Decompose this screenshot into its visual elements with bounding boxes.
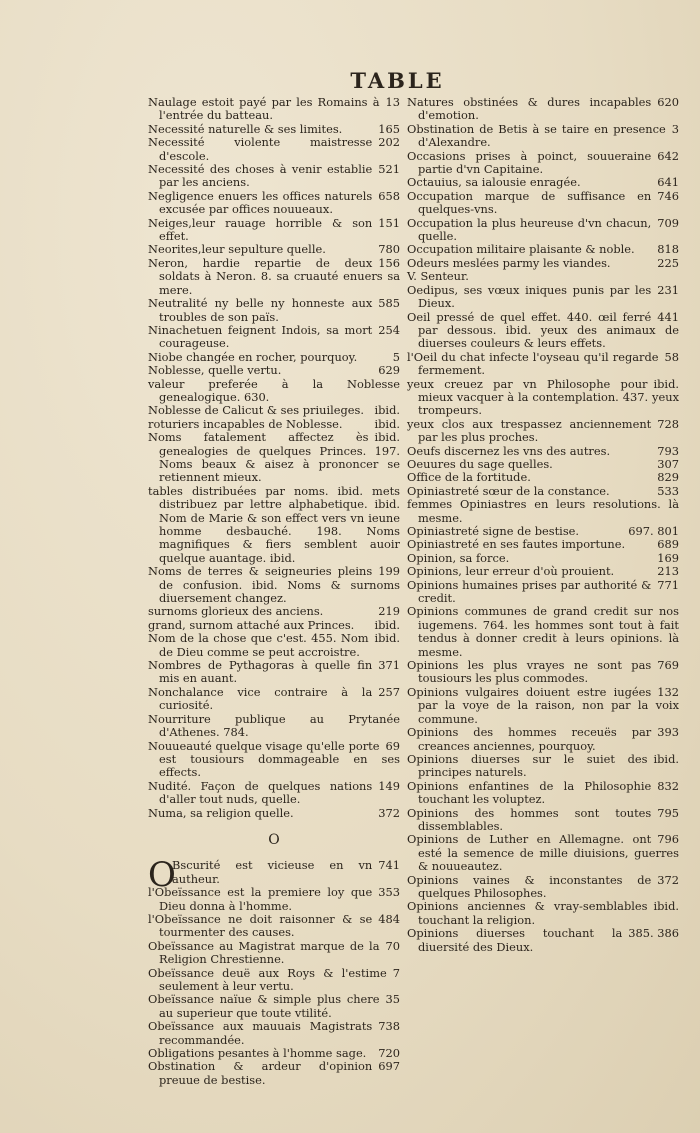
index-entry bbox=[148, 378, 400, 405]
page-number: 225 bbox=[657, 255, 679, 270]
index-entry bbox=[148, 217, 400, 244]
index-entry bbox=[407, 190, 679, 217]
entry-text: Nouueauté quelque visage qu'elle porte est tousiours dommageable en ses effects. bbox=[148, 738, 400, 780]
page-number: 697 bbox=[378, 1059, 400, 1074]
right-column bbox=[407, 96, 679, 954]
entry-text: Occupation la plus heureuse d'vn chacun, quelle. bbox=[407, 215, 652, 244]
page-number: 35 bbox=[385, 992, 400, 1007]
page-number: ibid. bbox=[374, 617, 400, 632]
index-entry bbox=[407, 780, 679, 807]
page-number: 13 bbox=[385, 95, 400, 109]
page-number: 393 bbox=[657, 725, 679, 740]
index-entry bbox=[148, 190, 400, 217]
index-entry bbox=[407, 686, 679, 726]
page-number: 720 bbox=[378, 1046, 400, 1061]
page-number: 7 bbox=[392, 965, 400, 980]
entry-text: Necessité violente maistresse d'escole. bbox=[148, 135, 373, 163]
entry-text: Obligations pesantes à l'homme sage. bbox=[148, 1046, 367, 1061]
entry-text: l'Oeil du chat infecte l'oyseau qu'il regarde fermement. bbox=[407, 349, 659, 378]
page-number: 165 bbox=[378, 121, 400, 136]
index-entry bbox=[148, 1020, 400, 1047]
entry-text: Obeïssance au Magistrat marque de la Religion Chrestienne. bbox=[148, 938, 380, 967]
page-number: 5 bbox=[392, 349, 400, 364]
page-number: 254 bbox=[378, 322, 400, 337]
entry-text: grand, surnom attaché aux Princes. bbox=[148, 617, 355, 632]
entry-text: Opinions diuerses sur le suiet des principes naturels. bbox=[407, 751, 648, 780]
entry-text: surnoms glorieux des anciens. bbox=[148, 604, 324, 619]
entry-text: Naulage estoit payé par les Romains à l'entrée du batteau. bbox=[148, 95, 380, 123]
index-entry bbox=[148, 96, 400, 123]
page-number: 658 bbox=[378, 188, 400, 203]
index-entry bbox=[148, 619, 400, 632]
entry-text: Odeurs meslées parmy les viandes. bbox=[407, 255, 611, 270]
entry-text: Nom de la chose que c'est. 455. Nom de Dieu comme se peut accroistre. bbox=[148, 631, 369, 659]
entry-text: Noms fatalement affectez ès genealogies de quelques Princes. 197. Noms beaux & aisez à prononcer se retiennent mieux. bbox=[148, 430, 400, 485]
entry-text: Bscurité est vicieuse en vn autheur. bbox=[172, 858, 373, 886]
section-letter: O bbox=[268, 831, 280, 848]
index-entry bbox=[407, 900, 679, 927]
index-entry bbox=[148, 659, 400, 686]
page-number: 521 bbox=[378, 162, 400, 177]
entry-text: Necessité naturelle & ses limites. bbox=[148, 121, 343, 136]
index-entry bbox=[148, 886, 400, 913]
index-entry bbox=[407, 726, 679, 753]
page-number: ibid. bbox=[374, 631, 400, 646]
page-number: 738 bbox=[378, 1019, 400, 1034]
entry-text: Opinions les plus vrayes ne sont pas tousiours les plus commodes. bbox=[407, 658, 652, 686]
page-number: 709 bbox=[657, 215, 679, 230]
entry-text: Necessité des choses à venir establie par les anciens. bbox=[148, 162, 373, 190]
entry-text: Natures obstinées & dures incapables d'emotion. bbox=[407, 95, 652, 123]
index-entry bbox=[148, 605, 400, 618]
entry-text: Opiniastreté signe de bestise. bbox=[407, 524, 580, 538]
entry-text: Noblesse de Calicut & ses priuileges. bbox=[148, 403, 364, 418]
index-entry bbox=[148, 136, 400, 163]
index-entry bbox=[407, 311, 679, 351]
page-number: ibid. bbox=[374, 430, 400, 445]
index-entry bbox=[407, 485, 679, 498]
page-number: 793 bbox=[657, 443, 679, 458]
index-entry bbox=[148, 967, 400, 994]
index-entry bbox=[148, 686, 400, 713]
index-entry bbox=[407, 96, 679, 123]
index-entry bbox=[148, 351, 400, 364]
index-entry bbox=[407, 418, 679, 445]
index-entry bbox=[407, 243, 679, 256]
index-entry bbox=[148, 297, 400, 324]
entry-text: Obstination de Betis à se taire en presence d'Alexandre. bbox=[407, 121, 666, 150]
index-entry bbox=[407, 605, 679, 659]
page-number: ibid. bbox=[653, 899, 679, 914]
page-number: 257 bbox=[378, 684, 400, 699]
entry-text: Opinions humaines prises par authorité & credit. bbox=[407, 577, 652, 606]
entry-text: Opinions vaines & inconstantes de quelques Philosophes. bbox=[407, 872, 652, 900]
index-entry bbox=[148, 940, 400, 967]
entry-text: Nourriture publique au Prytanée d'Athenes. 784. bbox=[148, 711, 400, 740]
entry-text: Opinions enfantines de la Philosophie touchant les voluptez. bbox=[407, 778, 652, 807]
page-number: 769 bbox=[657, 658, 679, 673]
page-number: 795 bbox=[657, 805, 679, 820]
page-number: 771 bbox=[657, 577, 679, 592]
index-entry bbox=[407, 270, 679, 283]
index-entry bbox=[407, 284, 679, 311]
entry-text: Obeïssance naïue & simple plus chere au superieur que toute vtilité. bbox=[148, 992, 380, 1020]
entry-text: yeux clos aux trespassez anciennement par les plus proches. bbox=[407, 416, 652, 445]
page-number: 832 bbox=[657, 778, 679, 793]
index-entry bbox=[407, 471, 679, 484]
index-entry bbox=[407, 833, 679, 873]
page-number: 585 bbox=[378, 296, 400, 311]
index-entry bbox=[148, 632, 400, 659]
page-number: 307 bbox=[657, 456, 679, 471]
index-entry bbox=[407, 552, 679, 565]
entry-text: Neorites,leur sepulture quelle. bbox=[148, 242, 326, 257]
index-entry bbox=[407, 351, 679, 378]
page-number: 199 bbox=[378, 564, 400, 579]
entry-text: V. Senteur. bbox=[407, 269, 469, 284]
page-number: 372 bbox=[378, 805, 400, 820]
entry-text: Opinions de Luther en Allemagne. ont esté la semence de mille diuisions, guerres & nouueautez. bbox=[407, 832, 679, 874]
page-number: 829 bbox=[657, 470, 679, 485]
entry-text: Obeïssance deuë aux Roys & l'estime seulement à leur vertu. bbox=[148, 965, 387, 993]
page-number: 642 bbox=[657, 148, 679, 163]
index-entry bbox=[407, 445, 679, 458]
page-number: 213 bbox=[657, 564, 679, 579]
index-entry bbox=[407, 565, 679, 578]
index-entry bbox=[148, 418, 400, 431]
index-entry bbox=[148, 324, 400, 351]
index-entry bbox=[148, 485, 400, 565]
entry-text: Opinion, sa force. bbox=[407, 550, 510, 565]
entry-text: Opinions des hommes sont toutes dissemblables. bbox=[407, 805, 652, 833]
page-number: 818 bbox=[657, 242, 679, 257]
entry-text: Occasions prises à poinct, souueraine partie d'vn Capitaine. bbox=[407, 148, 652, 177]
entry-text: tables distribuées par noms. ibid. mets distribuez par lettre alphabetique. ibid. Nom de Marie & son effect vers vn ieune homme desbauché. 198. Noms magnifiques & fiers semblent auoir quelque auantage. ibid. bbox=[148, 483, 400, 565]
left-column bbox=[148, 96, 400, 1087]
page-number: 151 bbox=[378, 215, 400, 230]
entry-text: Noblesse, quelle vertu. bbox=[148, 363, 282, 378]
entry-text: Oeufs discernez les vns des autres. bbox=[407, 443, 611, 458]
page-number: ibid. bbox=[653, 376, 679, 391]
index-entry bbox=[407, 538, 679, 551]
entry-text: Opinions vulgaires doiuent estre iugées par la voye de la raison, non par la voix commune. bbox=[407, 684, 679, 726]
entry-text: l'Obeïssance ne doit raisonner & se tourmenter des causes. bbox=[148, 911, 373, 940]
index-entry bbox=[148, 404, 400, 417]
page-number: 741 bbox=[378, 858, 400, 873]
page-number: 689 bbox=[657, 537, 679, 552]
entry-text: Opinions communes de grand credit sur nos iugemens. 764. les hommes sont tout à fait tendus à donner credit à leurs opinions. là mesme. bbox=[407, 604, 679, 659]
page-number: ibid. bbox=[374, 416, 400, 431]
entry-text: Obstination & ardeur d'opinion preuue de bestise. bbox=[148, 1059, 373, 1087]
page-number: 533 bbox=[657, 483, 679, 498]
page-number: 728 bbox=[657, 416, 679, 431]
index-entry bbox=[148, 740, 400, 780]
page-number: 371 bbox=[378, 658, 400, 673]
page-number: 385. 386 bbox=[628, 926, 679, 941]
entry-text: Occupation marque de suffisance en quelques-vns. bbox=[407, 188, 652, 217]
entry-text: valeur preferée à la Noblesse genealogique. 630. bbox=[148, 376, 400, 404]
entry-text: femmes Opiniastres en leurs resolutions. là mesme. bbox=[407, 497, 679, 525]
entry-text: yeux creuez par vn Philosophe pour mieux vacquer à la contemplation. 437. yeux trompeurs. bbox=[407, 376, 679, 418]
index-entry bbox=[148, 1047, 400, 1060]
page-number: 780 bbox=[378, 242, 400, 257]
entry-text: Oeil pressé de quel effet. 440. œil ferré par dessous. ibid. yeux des animaux de diuerses couleurs & leurs effets. bbox=[407, 309, 679, 351]
entry-text: Numa, sa religion quelle. bbox=[148, 805, 294, 820]
entry-text: Opinions des hommes receuës par creances anciennes, pourquoy. bbox=[407, 725, 652, 753]
entry-text: l'Obeïssance est la premiere loy que Dieu donna à l'homme. bbox=[148, 885, 373, 913]
entry-text: Opiniastreté sœur de la constance. bbox=[407, 483, 610, 498]
page-number: 156 bbox=[378, 255, 400, 270]
index-entry bbox=[407, 217, 679, 244]
index-entry bbox=[407, 579, 679, 606]
page-number: 58 bbox=[664, 349, 679, 364]
index-entry bbox=[407, 257, 679, 270]
index-entry bbox=[148, 431, 400, 485]
entry-text: Nudité. Façon de quelques nations d'aller tout nuds, quelle. bbox=[148, 778, 373, 807]
entry-text: Neutralité ny belle ny honneste aux troubles de son païs. bbox=[148, 296, 373, 324]
index-entry bbox=[407, 176, 679, 189]
index-entry bbox=[407, 927, 679, 954]
entry-text: Obeïssance aux mauuais Magistrats recommandée. bbox=[148, 1019, 373, 1047]
page-number: 620 bbox=[657, 95, 679, 109]
page-number: 149 bbox=[378, 778, 400, 793]
page-number: 629 bbox=[378, 363, 400, 378]
page-number: ibid. bbox=[653, 751, 679, 766]
index-entry bbox=[407, 378, 679, 418]
index-entry bbox=[148, 993, 400, 1020]
index-entry bbox=[407, 498, 679, 525]
entry-text: Ninachetuen feignent Indois, sa mort courageuse. bbox=[148, 322, 373, 351]
entry-text: Niobe changée en rocher, pourquoy. bbox=[148, 349, 358, 364]
index-entry bbox=[148, 163, 400, 190]
index-entry bbox=[407, 150, 679, 177]
index-entry bbox=[148, 780, 400, 807]
entry-text: Oedipus, ses vœux iniques punis par les Dieux. bbox=[407, 282, 652, 311]
page-number: 169 bbox=[657, 550, 679, 565]
entry-text: Oeuures du sage quelles. bbox=[407, 456, 553, 471]
entry-text: Neiges,leur rauage horrible & son effet. bbox=[148, 215, 373, 244]
drop-cap: O bbox=[148, 855, 176, 896]
entry-text: Noms de terres & seigneuries pleins de confusion. ibid. Noms & surnoms diuersement changez. bbox=[148, 564, 400, 606]
index-entry bbox=[407, 659, 679, 686]
entry-text: Opinions, leur erreur d'où prouient. bbox=[407, 564, 615, 579]
page-number: 231 bbox=[657, 282, 679, 297]
index-entry bbox=[407, 807, 679, 834]
entry-text: Occupation militaire plaisante & noble. bbox=[407, 242, 635, 257]
index-entry bbox=[148, 565, 400, 605]
page-number: 132 bbox=[657, 684, 679, 699]
index-entry bbox=[148, 913, 400, 940]
entry-text: Neron, hardie repartie de deux soldats à Neron. 8. sa cruauté enuers sa mere. bbox=[148, 255, 400, 297]
entry-text: Opinions anciennes & vray-semblables touchant la religion. bbox=[407, 899, 648, 927]
index-entry bbox=[148, 123, 400, 136]
entry-text: Nonchalance vice contraire à la curiosité. bbox=[148, 684, 373, 713]
index-entry bbox=[407, 753, 679, 780]
index-entry bbox=[148, 1060, 400, 1087]
index-entry bbox=[148, 243, 400, 256]
page-title: TABLE bbox=[350, 68, 445, 93]
entry-text: Opinions diuerses touchant la diuersité des Dieux. bbox=[407, 926, 623, 954]
page-number: 484 bbox=[378, 911, 400, 926]
page-number: 353 bbox=[378, 885, 400, 900]
index-entry bbox=[148, 713, 400, 740]
page-number: 3 bbox=[671, 121, 679, 136]
page-number: 69 bbox=[385, 738, 400, 753]
page-number: 202 bbox=[378, 135, 400, 150]
index-entry bbox=[407, 874, 679, 901]
index-entry bbox=[148, 807, 400, 820]
page-number: 219 bbox=[378, 604, 400, 619]
page-number: 641 bbox=[657, 175, 679, 190]
entry-text: Opiniastreté en ses fautes importune. bbox=[407, 537, 626, 552]
entry-text: Negligence enuers les offices naturels excusée par offices nouueaux. bbox=[148, 188, 373, 217]
index-entry bbox=[148, 364, 400, 377]
page-number: ibid. bbox=[374, 403, 400, 418]
page-number: 70 bbox=[385, 938, 400, 953]
index-entry bbox=[148, 257, 400, 297]
index-entry bbox=[407, 525, 679, 538]
entry-text: Office de la fortitude. bbox=[407, 470, 531, 485]
page-number: 372 bbox=[657, 872, 679, 887]
page-number: 697. 801 bbox=[628, 524, 679, 538]
entry-text: roturiers incapables de Noblesse. bbox=[148, 416, 343, 431]
page-number: 796 bbox=[657, 832, 679, 847]
index-entry bbox=[407, 123, 679, 150]
page-number: 441 bbox=[657, 309, 679, 324]
page-number: 746 bbox=[657, 188, 679, 203]
index-entry bbox=[407, 458, 679, 471]
entry-text: Nombres de Pythagoras à quelle fin mis en auant. bbox=[148, 658, 373, 686]
entry-text: Octauius, sa ialousie enragée. bbox=[407, 175, 581, 190]
